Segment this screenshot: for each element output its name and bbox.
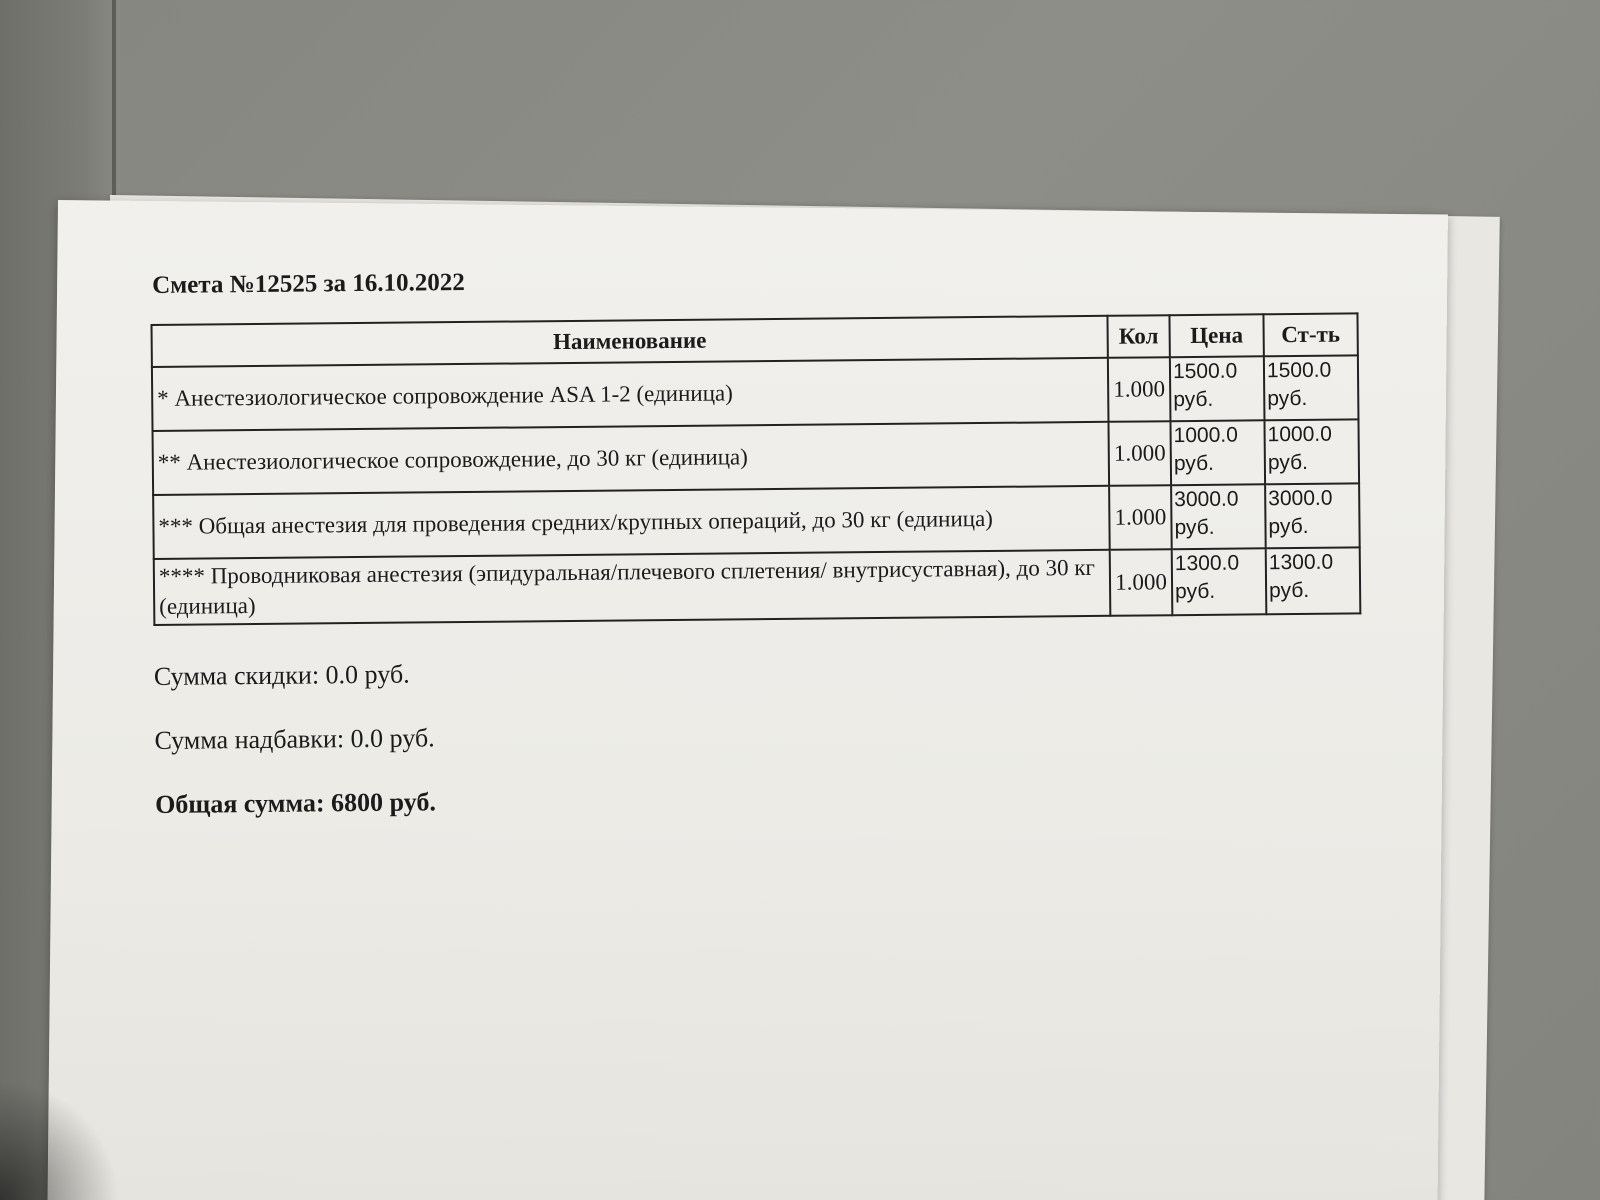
row-cost [1265, 483, 1360, 548]
row-price [1172, 548, 1267, 615]
row-qty: 1.000 [1109, 485, 1172, 550]
row-name: * Анестезиологическое сопровождение ASA 1-2 (единица) [152, 358, 1109, 431]
table-row [153, 483, 1360, 559]
corner-shadow [0, 1080, 120, 1200]
row-cost [1266, 547, 1361, 614]
header-cost: Ст-ть [1263, 313, 1357, 356]
row-name: ** Анестезиологическое сопровождение, до 30 кг (единица) [153, 422, 1110, 495]
table-row [152, 355, 1359, 431]
header-qty: Кол [1107, 315, 1169, 358]
row-cost [1264, 419, 1359, 484]
total-sum: Общая сумма: 6800 руб. [154, 787, 437, 819]
cost-unit: руб. [1269, 578, 1310, 603]
header-price: Цена [1169, 314, 1263, 357]
cost-unit: руб. [1268, 514, 1309, 539]
cost-unit: руб. [1267, 450, 1309, 475]
price-value: 1300.0 [1174, 551, 1240, 576]
price-value: 3000.0 [1174, 487, 1239, 512]
row-qty: 1.000 [1108, 357, 1171, 422]
cost-value: 1000.0 [1267, 422, 1332, 447]
price-value: 1500.0 [1172, 359, 1238, 384]
price-unit: руб. [1173, 451, 1215, 476]
row-price [1171, 484, 1266, 549]
table-row [153, 419, 1360, 495]
row-qty: 1.000 [1110, 549, 1173, 616]
wall-seam [112, 0, 116, 210]
price-value: 1000.0 [1173, 423, 1238, 448]
cost-value: 1500.0 [1266, 358, 1332, 383]
estimate-table [150, 312, 1361, 626]
price-unit: руб. [1175, 579, 1216, 604]
table-row [154, 547, 1361, 625]
discount-sum: Сумма скидки: 0.0 руб. [153, 659, 410, 691]
row-name: *** Общая анестезия для проведения средних/крупных операций, до 30 кг (единица) [153, 486, 1110, 559]
cost-value: 3000.0 [1268, 486, 1333, 511]
document-title: Смета №12525 за 16.10.2022 [151, 268, 465, 299]
row-cost [1264, 355, 1359, 420]
row-qty: 1.000 [1108, 421, 1171, 486]
cost-unit: руб. [1267, 386, 1308, 411]
price-unit: руб. [1174, 515, 1215, 540]
price-unit: руб. [1173, 387, 1214, 412]
header-name: Наименование [152, 316, 1108, 367]
row-price [1170, 420, 1265, 485]
row-price [1170, 356, 1265, 421]
row-name: **** Проводниковая анестезия (эпидуральная/плечевого сплетения/ внутрисуставная), до 30 кг (единица) [154, 550, 1111, 625]
markup-sum: Сумма надбавки: 0.0 руб. [154, 723, 435, 755]
estimate-document [150, 260, 1386, 854]
summary-block [154, 650, 1385, 820]
cost-value: 1300.0 [1268, 550, 1334, 575]
